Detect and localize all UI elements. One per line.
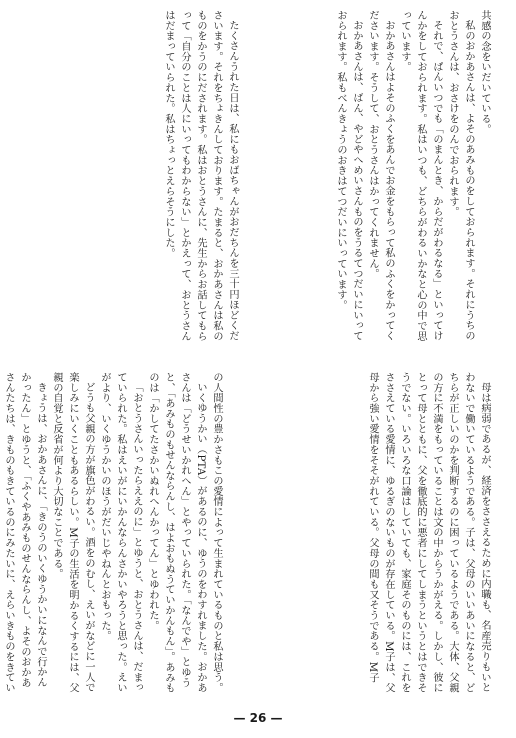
paragraph: 母は病弱であるが、経済をささえるために内職も、名産売りもいとわないで働いているようである。子は、父母のいいあいになると、どちらが正しいのかを判断するのに困っているようである。大体、父親の方に不満をもっていることは文の中からうかがえる。しかし、彼にとって母とともに、父を徹底的に悪者にしてしまうというとはできそうでない。いろいろな口論はしていても、家庭そのものには、これをささえている愛情に、ゆるぎのないものが存在している。M子は、父母から強い愛情をそそがれている。父母の間も又そうである。M子 [367, 372, 490, 694]
paragraph: それで、ぱんいつでも「のまんとき、からだがわるなる」といってけんかをしておられます。私はいつも、どちらがわるいかなと心の中で思っています。 [399, 10, 442, 342]
paragraph: いくゆうかい（PTA）があるのに、ゆうのをわすれました。おかあさんは「どうせいかれへん」とやっていられた。「なんでや」とゆうと、「あみものもせんならんし、はよおもぬうていかんもん」。あみものは「かしてたさかいぬれへんかってん」とゆわれた。 [147, 372, 206, 693]
paragraph: 「おとうさんいったらええのに」とゆうと、おとうさんは、だまっていられた。私はえいがにいかんならんさかいやろうと思った。えいがより、いくゆうかいのほうがだいじやねんとおもった。 [99, 372, 142, 693]
paragraph: きょうは、おかあさんに、「きのうのいくゆうかいになんで行かんかったん」とゆうと、「ふくやあみものせんならんし、よそのおかあさんたちは、きものもきているのにみたいに、えらいきものをきてい [3, 372, 46, 693]
text-column-top-left [22, 10, 240, 344]
paragraph: おかあさんはよそのふくをあんでお金をもらって私のふくをかってくださいます。そうして、おとうさんはかってくれません。 [367, 10, 394, 342]
paragraph: たくさんうれた日は、私にもおばちゃんがおだちんを三十円ほどくださいます。それをちょきんしております。たまると、おかあさんは私のものをかうのにだされます。私はおとうさんに、先生からお話してもらって「自分のことは人にいってもわからない」とかえって、おとうさんはだまっていられた。私はちょっとえらそうにした。 [163, 10, 238, 342]
paragraph: おかあさんは、ばん、やどやへめいさんものをうるてつだいにいっておられます。私もべんきょうのおきはてつだいにいっています。 [335, 10, 362, 342]
page-number: — 26 — [233, 711, 283, 725]
paragraph: どうも父親の方が旗色がわるい。酒をのむし、えいがなどに一人で楽しみにいくこともあるらしい。M子の生活を明かるくするには、父親の自覚と反省が何より大切なことである。 [51, 372, 94, 694]
text-column-top-right [268, 10, 492, 344]
paragraph: 共感の念をいだいている。 [479, 10, 490, 135]
text-column-bottom-right [252, 372, 492, 694]
text-column-bottom-left [3, 372, 224, 694]
paragraph: 私のおかあさんは、よそのあみものをしておられます。それにうちのおとうさんは、おさけをのんでおられます。 [447, 10, 474, 342]
paragraph: の人間性の豊かさもこの愛情によって生まれているものと私は思う。 [211, 372, 222, 693]
